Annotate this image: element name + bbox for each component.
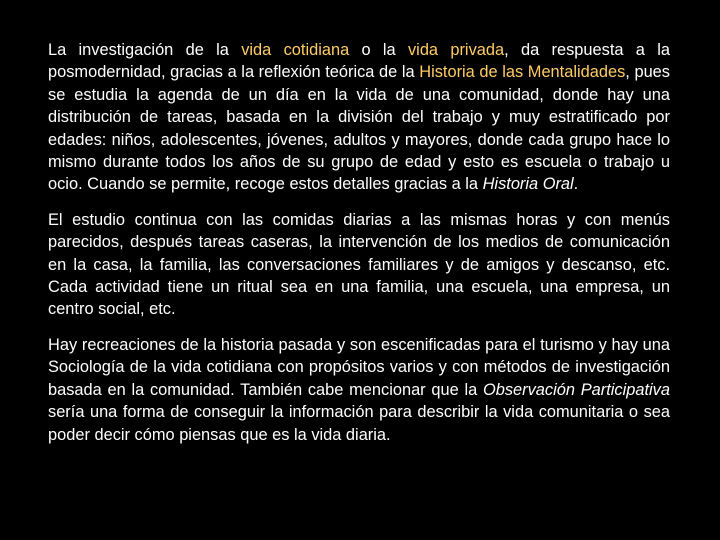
paragraph-recreations (48, 334, 670, 446)
text-run: , da respuesta a la posmodernidad, gracias a la reflexión teórica de la (48, 41, 670, 82)
text-run: La investigación de la (48, 41, 242, 59)
text-run: El estudio continua con las comidas diarias a las mismas horas y con menús parecidos, después tareas caseras, la intervención de los medios de comunicación en la casa, la familia, las conversaciones familiares y de amigos y descanso, etc. Cada actividad tiene un ritual sea en una familia, una escuela, una empresa, un centro social, etc. (48, 210, 670, 319)
paragraph-daily-life-research (48, 39, 670, 196)
slide-body (48, 39, 670, 446)
text-run: . (573, 175, 579, 194)
text-run: sería una forma de conseguir la información para describir la vida comunitaria o sea poder decir cómo piensas que es la vida diaria. (48, 403, 670, 444)
italic-historia-oral: Historia Oral (482, 175, 574, 194)
highlight-vida-cotidiana: vida cotidiana (241, 41, 350, 59)
highlight-historia-mentalidades: Historia de las Mentalidades (419, 63, 626, 82)
text-run: Hay recreaciones de la historia pasada y son escenificadas para el turismo y hay una Sociología de la vida cotidiana con propósitos varios y con métodos de investigación basada en la comunidad. También cabe mencionar que la (48, 335, 670, 399)
text-run: , pues se estudia la agenda de un día en la vida de una comunidad, donde hay una distribución de tareas, basada en la división del trabajo y muy estratificado por edades: niños, adolescentes, jóvenes, adultos y mayores, donde cada grupo hace lo mismo durante todos los años de su grupo de edad y esto es escuela o trabajo u ocio. Cuando se permite, recoge estos detalles gracias a la (48, 63, 670, 194)
italic-observacion-participativa: Observación Participativa (482, 380, 670, 399)
paragraph-daily-routine (48, 209, 670, 321)
highlight-vida-privada: vida privada (407, 41, 505, 59)
text-run: o la (349, 41, 408, 59)
